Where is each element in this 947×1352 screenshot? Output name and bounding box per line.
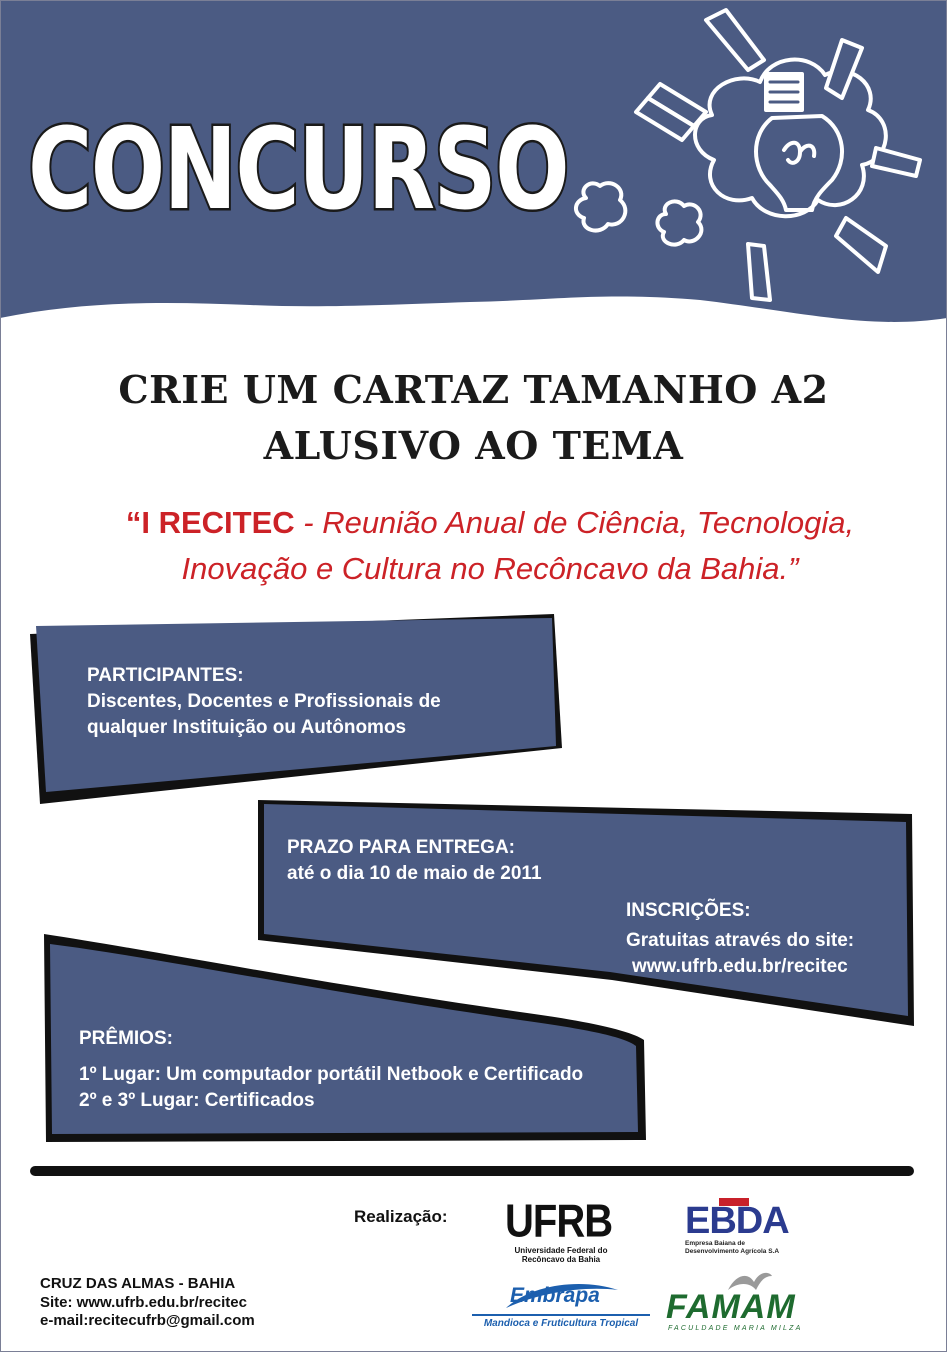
contact-site-link[interactable]: Site: www.ufrb.edu.br/recitec	[40, 1293, 247, 1311]
contact-city: CRUZ DAS ALMAS - BAHIA	[40, 1275, 236, 1292]
prizes-content	[79, 1026, 583, 1114]
ebda-caption-line-2: Desenvolvimento Agrícola S.A	[685, 1248, 780, 1255]
prizes-heading: PRÊMIOS:	[79, 1028, 173, 1049]
ufrb-logo-name: UFRB	[505, 1196, 613, 1247]
theme-event-name: “I RECITEC	[125, 505, 295, 540]
theme-line-1-rest: - Reunião Anual de Ciência, Tecnologia,	[294, 505, 855, 540]
famam-logo	[666, 1268, 838, 1340]
famam-logo-caption: FACULDADE MARIA MILZA	[668, 1325, 803, 1332]
ufrb-logo-caption	[505, 1246, 617, 1264]
theme-line-1	[80, 500, 900, 546]
embrapa-logo-name: Embrapa	[510, 1284, 600, 1307]
participants-line-1: Discentes, Docentes e Profissionais de	[87, 691, 441, 712]
realizacao-label: Realização:	[354, 1207, 448, 1226]
headline-line-2: ALUSIVO AO TEMA	[263, 423, 684, 468]
registration-heading: INSCRIÇÕES:	[626, 900, 751, 921]
title-text: CONCURSO	[28, 105, 568, 235]
contact-info	[40, 1275, 255, 1331]
ebda-logo-caption	[685, 1240, 779, 1256]
participants-heading: PARTICIPANTES:	[87, 665, 244, 686]
divider	[30, 1166, 914, 1176]
ufrb-caption-line-2: Recôncavo da Bahia	[521, 1255, 601, 1264]
headline-line-1: CRIE UM CARTAZ TAMANHO A2	[118, 367, 829, 412]
participants-line-2: qualquer Instituição ou Autônomos	[87, 717, 407, 738]
contact-email-link[interactable]: e-mail:recitecufrb@gmail.com	[40, 1312, 255, 1329]
headline	[0, 362, 947, 474]
embrapa-rule	[472, 1314, 650, 1316]
page-title	[22, 70, 582, 240]
theme-text	[80, 500, 900, 592]
registration-site-link[interactable]: www.ufrb.edu.br/recitec	[632, 956, 848, 977]
ebda-logo	[685, 1198, 820, 1260]
prize-others: 2º e 3º Lugar: Certificados	[79, 1090, 315, 1111]
famam-logo-name: FAMAM	[666, 1288, 796, 1326]
deadline-text: até o dia 10 de maio de 2011	[287, 863, 542, 884]
ebda-caption-line-1: Empresa Baiana de	[685, 1240, 745, 1247]
embrapa-logo-caption: Mandioca e Fruticultura Tropical	[483, 1318, 639, 1329]
prize-first: 1º Lugar: Um computador portátil Netbook e Certificado	[79, 1064, 584, 1085]
embrapa-logo	[472, 1274, 650, 1336]
deadline-content	[287, 835, 542, 887]
registration-line-1: Gratuitas através do site:	[626, 930, 855, 951]
ufrb-logo	[505, 1196, 617, 1268]
participants-content	[87, 663, 441, 741]
ufrb-caption-line-1: Universidade Federal do	[514, 1246, 608, 1255]
registration-content	[626, 898, 854, 980]
ebda-logo-name: EBDA	[685, 1200, 789, 1242]
deadline-heading: PRAZO PARA ENTREGA:	[287, 837, 515, 858]
theme-line-2: Inovação e Cultura no Recôncavo da Bahia.”	[181, 551, 799, 586]
